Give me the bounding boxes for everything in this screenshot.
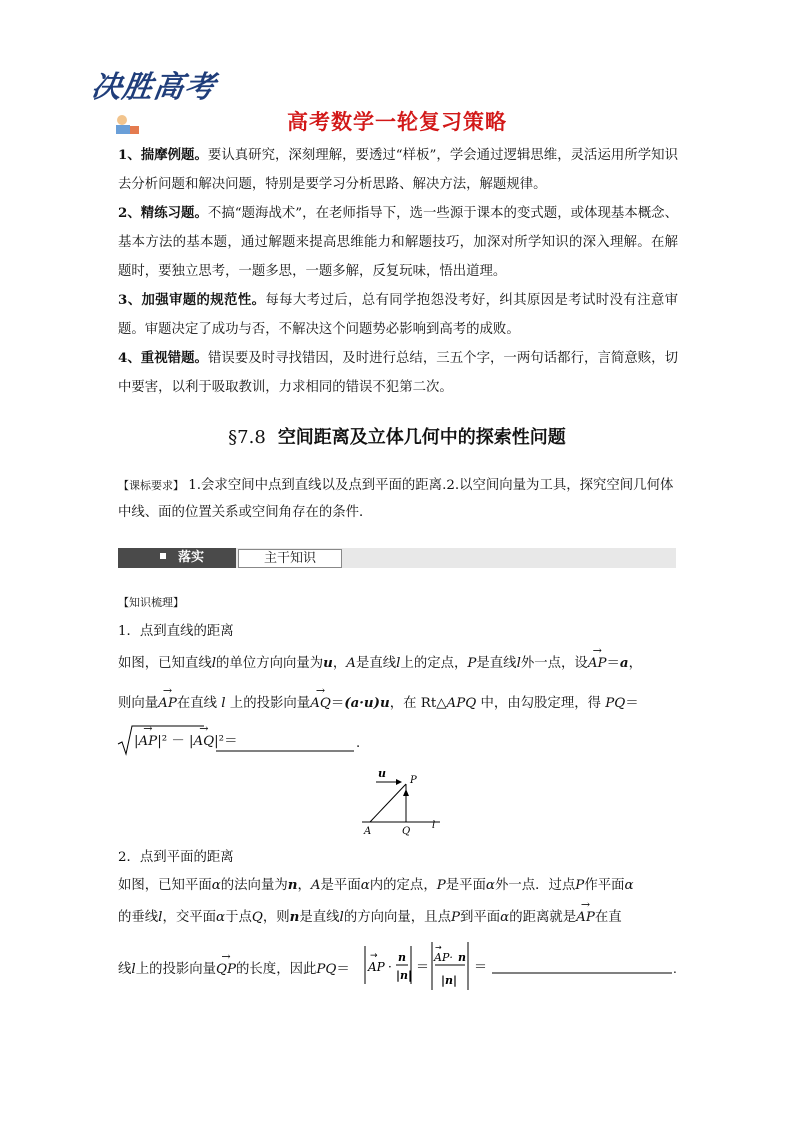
fig-label-P: P (410, 775, 417, 786)
svg-text:→: → (435, 943, 442, 952)
svg-text:.: . (673, 962, 677, 976)
svg-text:n: n (398, 951, 406, 964)
figure-point-line (360, 768, 450, 836)
fig-label-A: A (364, 826, 372, 836)
banner-dark: 落实 (118, 548, 236, 568)
item2-line1: 如图，已知平面α的法向量为n，A是平面α内的定点，P是平面α外一点．过点P作平面α (118, 877, 634, 893)
strategy-item: 1、揣摩例题。要认真研究，深刻理解，要透过“样板”，学会通过逻辑思维，灵活运用所学知识去分析问题和解决问题，特别是要学习分析思路、解决方法，解题规律。 (118, 147, 678, 192)
item1-line2: 则向量→ AP在直线 l 上的投影向量→ AQ＝(a·u)u，在 Rt△APQ 中，由勾股定理，得 PQ＝ (118, 692, 639, 711)
item2-title: 2．点到平面的距离 (118, 850, 234, 865)
sqrt-content: |→ AP|² － |→ AQ|²＝ (134, 730, 237, 749)
curriculum-requirements: 【课标要求】 1.会求空间中点到直线以及点到平面的距离.2.以空间向量为工具，探究空间几何体中线、面的位置关系或空间角存在的条件． (118, 478, 674, 520)
banner-light: 主干知识 (238, 549, 342, 568)
item1-title: 1．点到直线的距离 (118, 624, 234, 639)
section-title: §7.8 空间距离及立体几何中的探索性问题 (228, 427, 566, 448)
fig-label-u: u (378, 768, 386, 780)
knowledge-tag: 【知识梳理】 (118, 596, 184, 609)
strategy-list (118, 141, 678, 402)
fig-label-Q: Q (402, 826, 411, 836)
svg-text:＝: ＝ (474, 960, 488, 975)
item2-line2: 的垂线l，交平面α于点Q，则n是直线l的方向向量，且点P到平面α的距离就是→ AP在直 (118, 906, 622, 925)
svg-text:AP·: AP· (434, 951, 453, 964)
strategy-item: 4、重视错题。错误要及时寻找错因，及时进行总结，三五个字，一两句话都行，言简意赅，切中要害，以利于吸取教训，力求相同的错误不犯第二次。 (118, 350, 678, 395)
svg-text:→: → (370, 951, 378, 961)
svg-text:n: n (458, 951, 466, 964)
item1-line1: 如图，已知直线l的单位方向向量为u，A是直线l上的定点，P是直线l外一点，设→ AP＝a， (118, 652, 642, 671)
logo: 决胜高考 (89, 70, 218, 105)
svg-text:|n|: |n| (396, 969, 413, 982)
distance-formula (362, 940, 682, 992)
strategy-item: 2、精练习题。不搞“题海战术”，在老师指导下，选一些源于课本的变式题，或体现基本概念、基本方法的基本题，通过解题来提高思维能力和解题技巧，加深对所学知识的深入理解。在解题时，要独立思考，一题多思，一题多解，反复玩味，悟出道理。 (118, 205, 678, 279)
strategy-item: 3、加强审题的规范性。每每大考过后，总有同学抱怨没考好，纠其原因是考试时没有注意审题。审题决定了成功与否，不解决这个问题势必影响到高考的成败。 (118, 292, 679, 337)
svg-text:|n|: |n| (441, 974, 458, 987)
fig-label-l: l (432, 820, 436, 831)
item2-line3: 线l上的投影向量→ QP的长度，因此PQ＝ (118, 958, 350, 977)
svg-text:·: · (388, 960, 392, 974)
svg-text:＝: ＝ (416, 960, 430, 975)
page-title: 高考数学一轮复习策略 (287, 110, 507, 134)
svg-text:AP: AP (368, 960, 385, 974)
